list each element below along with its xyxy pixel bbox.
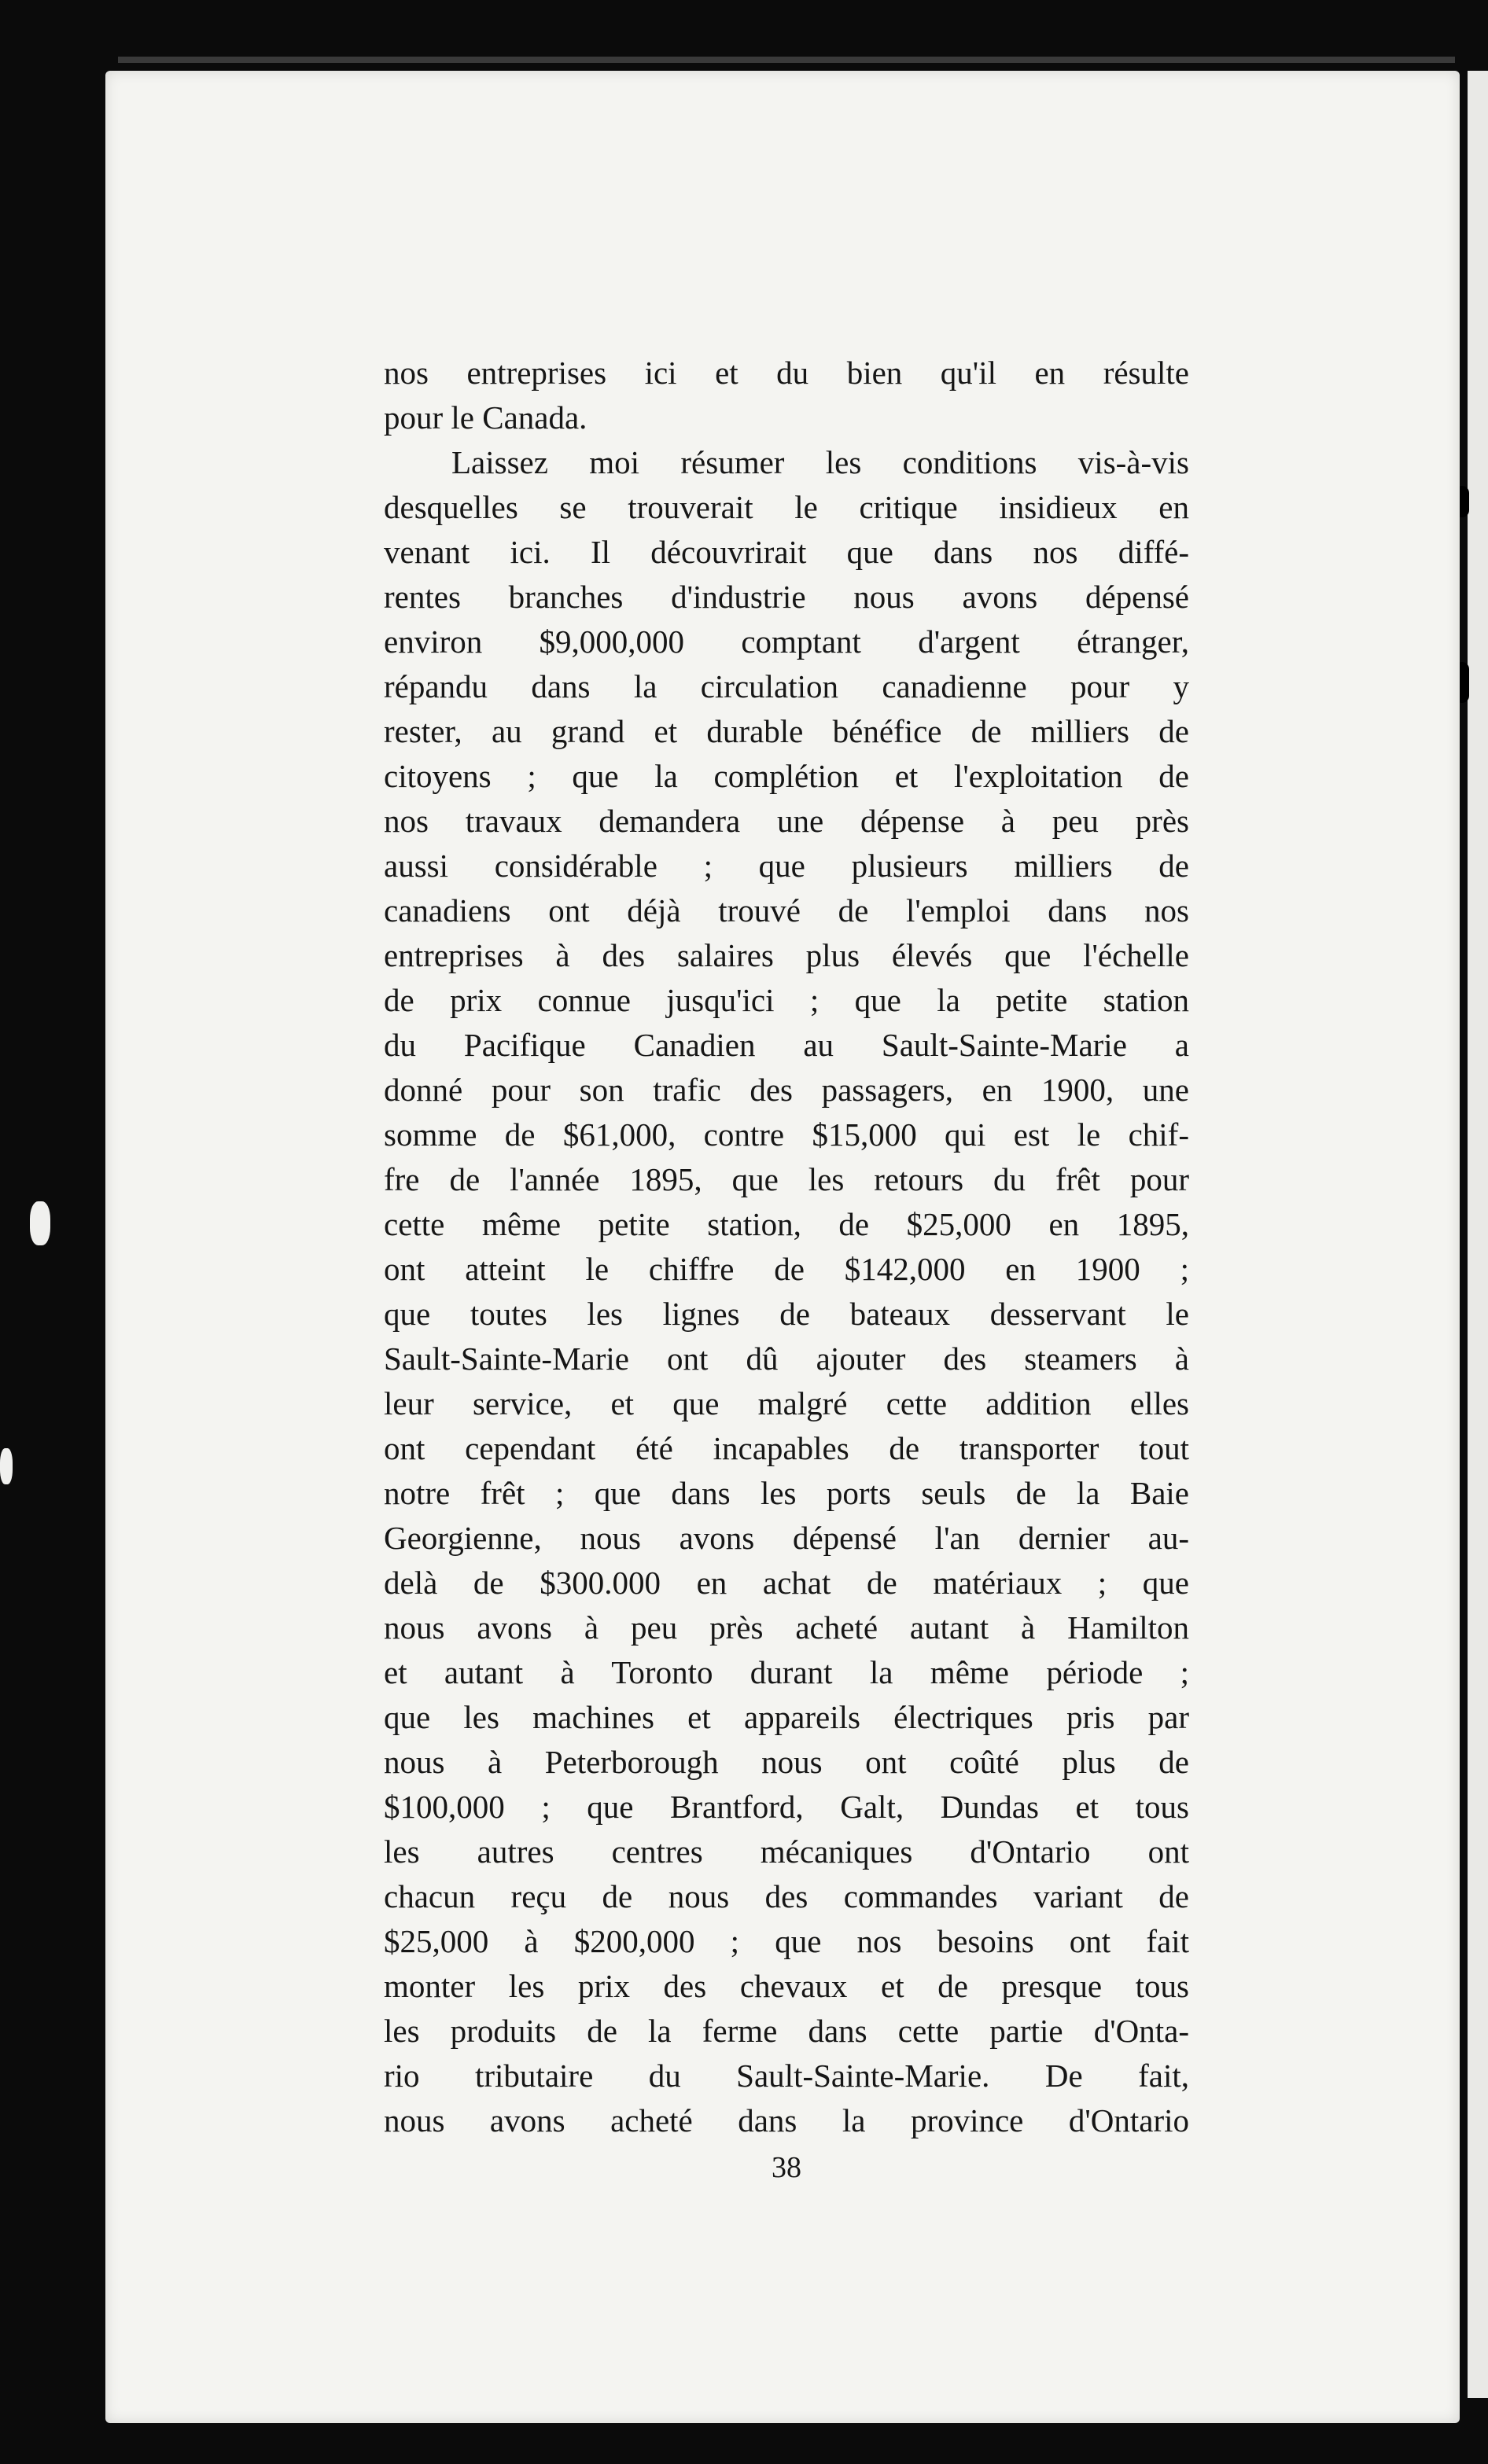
- text-line: donné pour son trafic des passagers, en 1900, une: [384, 1072, 1189, 1108]
- text-line: du Pacifique Canadien au Sault-Sainte-Marie a: [384, 1027, 1189, 1063]
- text-line: que toutes les lignes de bateaux desservant le: [384, 1296, 1189, 1332]
- text-line: $25,000 à $200,000 ; que nos besoins ont fait: [384, 1923, 1189, 1959]
- text-line: nous avons acheté dans la province d'Ontario: [384, 2102, 1189, 2139]
- text-line: somme de $61,000, contre $15,000 qui est le chif-: [384, 1116, 1189, 1153]
- text-line: leur service, et que malgré cette addition elles: [384, 1385, 1189, 1421]
- margin-speck: [0, 1448, 13, 1484]
- text-line: rio tributaire du Sault-Sainte-Marie. De fait,: [384, 2058, 1189, 2094]
- text-line: nous avons à peu près acheté autant à Hamilton: [384, 1609, 1189, 1646]
- text-line: monter les prix des chevaux et de presque tous: [384, 1968, 1189, 2004]
- text-line: nos travaux demandera une dépense à peu près: [384, 803, 1189, 839]
- text-line: cette même petite station, de $25,000 en 1895,: [384, 1206, 1189, 1242]
- text-line: canadiens ont déjà trouvé de l'emploi dans nos: [384, 892, 1189, 929]
- text-line: et autant à Toronto durant la même période ;: [384, 1654, 1189, 1690]
- text-line: $100,000 ; que Brantford, Galt, Dundas et tous: [384, 1789, 1189, 1825]
- scan-edge: [118, 57, 1455, 63]
- text-line: entreprises à des salaires plus élevés que l'échelle: [384, 937, 1189, 973]
- text-line: répandu dans la circulation canadienne pour y: [384, 668, 1189, 704]
- text-line: rentes branches d'industrie nous avons dépensé: [384, 579, 1189, 615]
- text-line: venant ici. Il découvrirait que dans nos diffé-: [384, 534, 1189, 570]
- text-line: chacun reçu de nous des commandes variant de: [384, 1878, 1189, 1914]
- body-text: [384, 351, 1189, 2143]
- text-line: desquelles se trouverait le critique insidieux en: [384, 489, 1189, 525]
- margin-speck: [30, 1201, 50, 1245]
- text-line: que les machines et appareils électriques pris par: [384, 1699, 1189, 1735]
- text-line: aussi considérable ; que plusieurs milliers de: [384, 848, 1189, 884]
- text-line: de prix connue jusqu'ici ; que la petite station: [384, 982, 1189, 1018]
- text-line: nos entreprises ici et du bien qu'il en résulte: [384, 355, 1189, 391]
- text-line: Laissez moi résumer les conditions vis-à-vis: [451, 444, 1189, 480]
- text-line: citoyens ; que la complétion et l'exploitation de: [384, 758, 1189, 794]
- page-number: 38: [772, 2151, 801, 2184]
- text-line: pour le Canada.: [384, 399, 587, 436]
- text-line: Georgienne, nous avons dépensé l'an dernier au-: [384, 1520, 1189, 1556]
- text-line: delà de $300.000 en achat de matériaux ; que: [384, 1565, 1189, 1601]
- text-line: nous à Peterborough nous ont coûté plus de: [384, 1744, 1189, 1780]
- text-line: ont cependant été incapables de transporter tout: [384, 1430, 1189, 1466]
- text-line: rester, au grand et durable bénéfice de milliers de: [384, 713, 1189, 749]
- text-line: fre de l'année 1895, que les retours du frêt pour: [384, 1161, 1189, 1197]
- text-line: notre frêt ; que dans les ports seuls de la Baie: [384, 1475, 1189, 1511]
- text-line: les produits de la ferme dans cette partie d'Onta-: [384, 2013, 1189, 2049]
- text-line: les autres centres mécaniques d'Ontario ont: [384, 1833, 1189, 1870]
- text-line: environ $9,000,000 comptant d'argent étranger,: [384, 623, 1189, 660]
- text-line: ont atteint le chiffre de $142,000 en 1900 ;: [384, 1251, 1189, 1287]
- adjacent-page-edge: [1468, 71, 1488, 2398]
- text-line: Sault-Sainte-Marie ont dû ajouter des steamers à: [384, 1340, 1189, 1377]
